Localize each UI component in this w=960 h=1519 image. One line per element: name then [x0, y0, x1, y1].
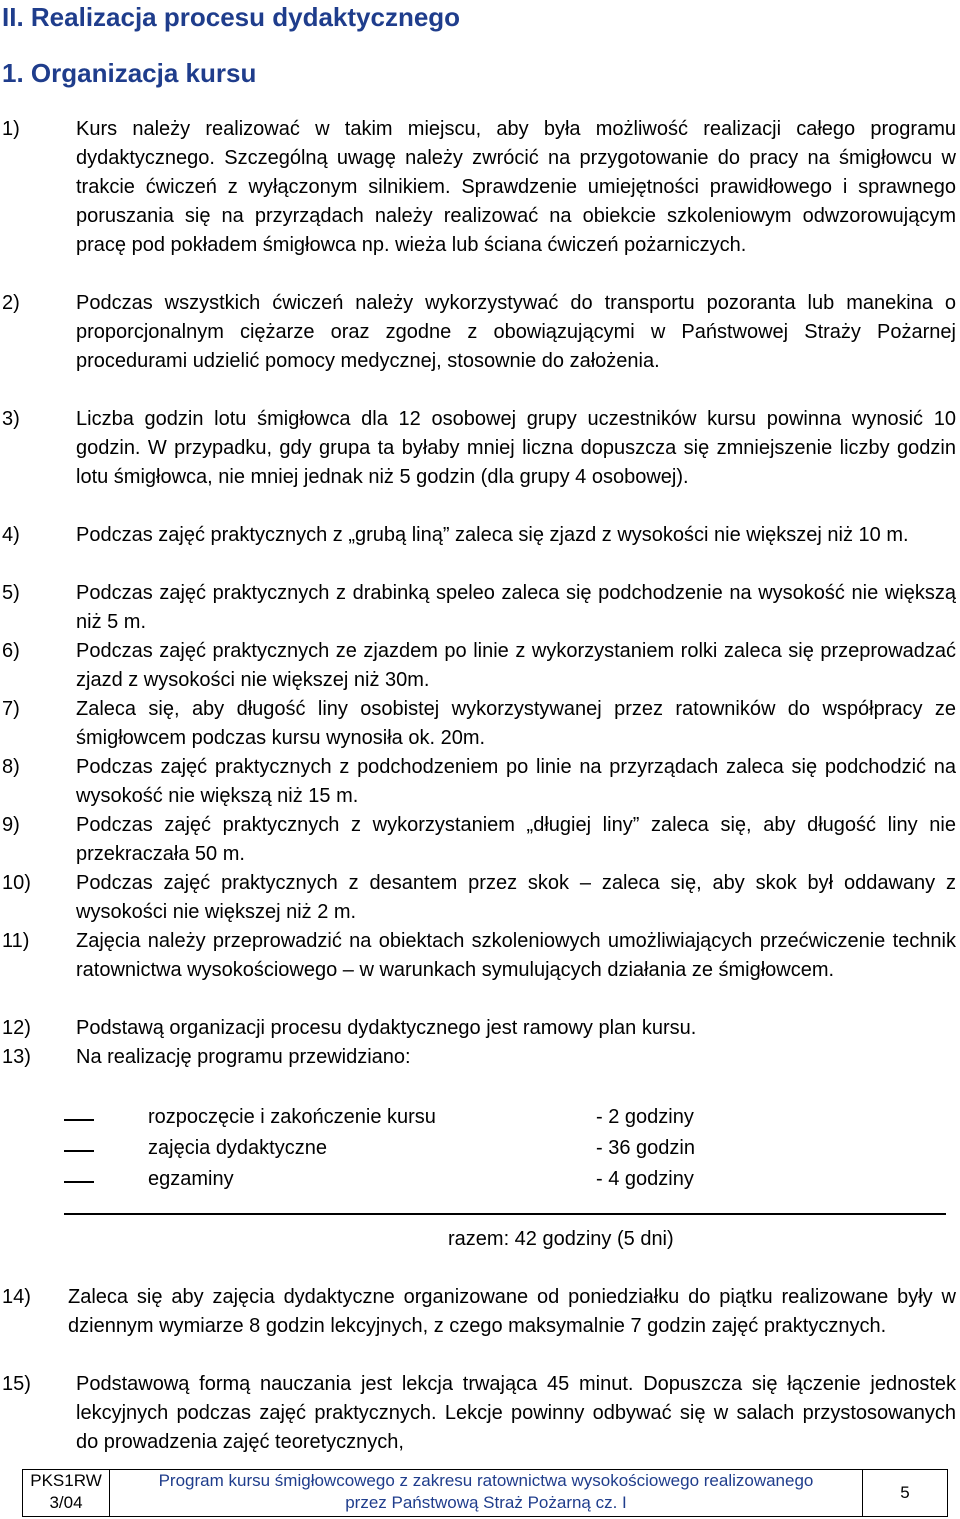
page-footer — [22, 1469, 948, 1517]
item-text: Podczas zajęć praktycznych z podchodzeniem po linie na przyrządach zaleca się podchodzić na wysokość nie większą niż 15 m. — [76, 756, 956, 807]
list-item — [0, 927, 956, 985]
item-number: 13) — [2, 1046, 31, 1068]
document-code — [23, 1470, 110, 1516]
schedule-label: rozpoczęcie i zakończenie kursu — [148, 1106, 436, 1128]
item-text: Na realizację programu przewidziano: — [76, 1046, 411, 1068]
list-item — [0, 1283, 956, 1341]
dash-bullet-icon — [64, 1150, 94, 1152]
document-title-line: przez Państwową Straż Pożarną cz. I — [345, 1493, 627, 1512]
list-item — [0, 1014, 956, 1043]
item-number: 6) — [2, 640, 20, 662]
item-text: Podczas wszystkich ćwiczeń należy wykorzystywać do transportu pozoranta lub manekina o proporcjonalnym ciężarze oraz zgodne z obowiązującymi w Państwowej Straży Pożarnej procedurami udzielić pomocy medycznej, stosownie do założenia. — [76, 292, 956, 372]
item-number: 11) — [2, 930, 30, 952]
item-number: 8) — [2, 756, 20, 778]
item-text: Podczas zajęć praktycznych ze zjazdem po linie z wykorzystaniem rolki zaleca się przeprowadzać zjazd z wysokości nie większej niż 30m. — [76, 640, 956, 691]
list-item — [0, 289, 956, 376]
list-item — [0, 811, 956, 869]
item-number: 1) — [2, 118, 20, 140]
item-text: Podstawą organizacji procesu dydaktycznego jest ramowy plan kursu. — [76, 1017, 697, 1039]
schedule-label: egzaminy — [148, 1168, 234, 1190]
list-item — [0, 521, 956, 550]
item-number: 10) — [2, 872, 31, 894]
item-text: Podczas zajęć praktycznych z wykorzystaniem „długiej liny” zaleca się, aby długość liny nie przekraczała 50 m. — [76, 814, 956, 865]
item-text: Zajęcia należy przeprowadzić na obiektach szkoleniowych umożliwiających przećwiczenie technik ratownictwa wysokościowego – w warunkach symulujących działania ze śmigłowcem. — [76, 930, 956, 981]
document-title-line: Program kursu śmigłowcowego z zakresu ratownictwa wysokościowego realizowanego — [158, 1471, 814, 1490]
dash-bullet-icon — [64, 1181, 94, 1183]
item-text: Zaleca się aby zajęcia dydaktyczne organizowane od poniedziałku do piątku realizowane były w dziennym wymiarze 8 godzin lekcyjnych, z czego maksymalnie 7 godzin zajęć praktycznych. — [68, 1286, 956, 1337]
list-item — [0, 579, 956, 637]
schedule-value: - 2 godziny — [596, 1106, 694, 1128]
item-number: 4) — [2, 524, 20, 546]
document-title — [110, 1470, 863, 1516]
document-code-line: PKS1RW — [30, 1471, 102, 1490]
list-item — [0, 405, 956, 492]
list-item — [0, 1043, 956, 1072]
item-number: 3) — [2, 408, 20, 430]
page-number: 5 — [900, 1483, 910, 1502]
schedule-total: razem: 42 godziny (5 dni) — [448, 1228, 674, 1250]
section-title: II. Realizacja procesu dydaktycznego — [2, 2, 461, 32]
item-text: Podczas zajęć praktycznych z drabinką speleo zaleca się podchodzenie na wysokość nie większą niż 5 m. — [76, 582, 956, 633]
list-item — [0, 869, 956, 927]
document-code-line: 3/04 — [49, 1493, 83, 1512]
list-item — [0, 753, 956, 811]
schedule-label: zajęcia dydaktyczne — [148, 1137, 327, 1159]
item-text: Liczba godzin lotu śmigłowca dla 12 osobowej grupy uczestników kursu powinna wynosić 10 godzin. W przypadku, gdy grupa ta byłaby mniej liczna dopuszcza się zmniejszenie liczby godzin lotu śmigłowca, nie mniej jednak niż 5 godzin (dla grupy 4 osobowej). — [76, 408, 956, 488]
item-number: 2) — [2, 292, 20, 314]
item-number: 12) — [2, 1017, 31, 1039]
schedule-row — [0, 1166, 960, 1197]
schedule-row — [0, 1104, 960, 1135]
item-number: 7) — [2, 698, 20, 720]
dash-bullet-icon — [64, 1119, 94, 1121]
schedule-value: - 4 godziny — [596, 1168, 694, 1190]
total-divider — [64, 1213, 946, 1215]
item-text: Podczas zajęć praktycznych z „grubą liną” zaleca się zjazd z wysokości nie większej niż 10 m. — [76, 524, 909, 546]
item-number: 15) — [2, 1373, 31, 1395]
item-number: 14) — [2, 1286, 31, 1308]
list-item — [0, 1370, 956, 1457]
item-text: Zaleca się, aby długość liny osobistej wykorzystywanej przez ratowników do współpracy ze śmigłowcem podczas kursu wynosiła ok. 20m. — [76, 698, 956, 749]
list-item — [0, 115, 956, 260]
list-item — [0, 695, 956, 753]
item-text: Podczas zajęć praktycznych z desantem przez skok – zaleca się, aby skok był oddawany z wysokości nie większej niż 2 m. — [76, 872, 956, 923]
schedule-row — [0, 1135, 960, 1166]
item-number: 9) — [2, 814, 20, 836]
schedule-value: - 36 godzin — [596, 1137, 695, 1159]
item-text: Kurs należy realizować w takim miejscu, aby była możliwość realizacji całego programu dydaktycznego. Szczególną uwagę należy zwrócić na przygotowanie do pracy na śmigłowcu w trakcie ćwiczeń z wyłączonym silnikiem. Sprawdzenie umiejętności prawidłowego i sprawnego poruszania się na przyrządach należy realizować na obiekcie szkoleniowym odwzorowującym pracę pod pokładem śmigłowca np. wieża lub ściana ćwiczeń pożarniczych. — [76, 118, 956, 256]
list-item — [0, 637, 956, 695]
item-text: Podstawową formą nauczania jest lekcja trwająca 45 minut. Dopuszcza się łączenie jednostek lekcyjnych podczas zajęć praktycznych. Lekcje powinny odbywać się w salach przystosowanych do prowadzenia zajęć teoretycznych, — [76, 1373, 956, 1453]
item-number: 5) — [2, 582, 20, 604]
subsection-title: 1. Organizacja kursu — [2, 58, 257, 88]
